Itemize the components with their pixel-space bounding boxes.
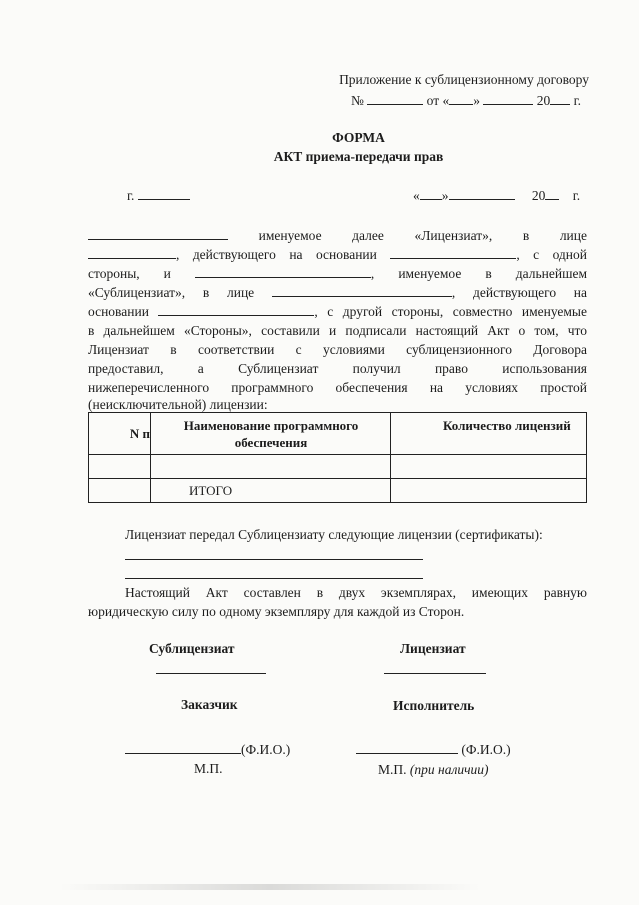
licensee-signature-line[interactable] [384,673,486,674]
body-text: , действующего на основании [176,247,377,262]
stamp-left: М.П. [194,761,223,776]
body-text: , с другой стороны, совместно именуемые [314,304,587,319]
act-year-field[interactable] [545,187,559,200]
executor-fio-field[interactable] [356,741,458,754]
closing-line-1: Настоящий Акт составлен в двух экземплярах, имеющих равную [125,585,587,600]
date-from-prefix: от « [426,93,450,108]
body-line-8: предоставил, а Сублицензиат получил право использования [88,361,587,376]
customer-label: Заказчик [181,697,238,712]
stamp-label: М.П. [378,762,407,777]
table-total-row [89,479,587,503]
scan-artifact [60,884,480,890]
body-text: , действующего на [451,285,587,300]
licensee-name-field[interactable] [88,227,228,240]
transfer-text: Лицензиат передал Сублицензиату следующие лицензии (сертификаты): [125,527,543,542]
contract-year-field[interactable] [550,92,570,105]
year-suffix: г. [573,93,582,108]
stamp-note: (при наличии) [409,762,489,777]
act-title: АКТ приема-передачи прав [273,149,444,164]
sublicensee-label: Сублицензиат [149,641,235,656]
table-header-row [89,413,587,455]
total-label: ИТОГО [151,479,391,503]
col-header-software: Наименование программного обеспечения [151,413,391,455]
date-quote-close: » [473,93,480,108]
table-cell[interactable] [151,455,391,479]
body-text: , с одной [516,247,587,262]
licensee-label: Лицензиат [400,641,466,656]
transfer-line-2[interactable] [125,578,423,579]
contract-day-field[interactable] [449,92,473,105]
act-year-suffix: г. [572,188,581,203]
contract-number-field[interactable] [367,92,423,105]
number-sign: № [351,93,364,108]
sublicensee-basis-field[interactable] [158,303,314,316]
executor-fio-line [356,741,511,758]
fio-label: (Ф.И.О.) [241,742,291,757]
licensee-representative-field[interactable] [88,246,176,259]
stamp-right [378,762,489,778]
body-line-9: нижеперечисленного программного обеспечения на условиях простой [88,380,587,395]
licensee-basis-field[interactable] [390,246,516,259]
contract-year-prefix: 20 [536,93,551,108]
table-cell[interactable] [89,479,151,503]
customer-fio-field[interactable] [125,741,241,754]
body-line-5 [88,302,587,321]
table-cell[interactable] [89,455,151,479]
col-header-number: N п [89,413,151,455]
customer-fio-line [125,741,290,758]
sublicensee-representative-field[interactable] [272,284,452,297]
body-text: стороны, и [88,266,171,281]
licenses-table [88,412,587,503]
act-date-quote-close: » [441,188,449,203]
act-date-quote-open: « [413,188,420,203]
act-day-field[interactable] [420,187,442,200]
act-year-prefix: 20 [531,188,546,203]
col-header-quantity: Количество лицензий [391,413,587,455]
transfer-line-1[interactable] [125,559,423,560]
sublicensee-name-field[interactable] [195,265,371,278]
form-title: ФОРМА [332,130,385,145]
body-line-6: в дальнейшем «Стороны», составили и подписали настоящий Акт о том, что [88,323,587,338]
table-cell[interactable] [391,479,587,503]
body-line-4 [88,283,587,302]
city-line [127,187,190,204]
body-line-7: Лицензиат в соответствии с условиями сублицензионного Договора [88,342,587,357]
sublicensee-signature-line[interactable] [156,673,266,674]
city-prefix: г. [127,188,135,203]
body-line-10: (неисключительной) лицензии: [88,397,268,412]
contract-month-field[interactable] [483,92,533,105]
table-cell[interactable] [391,455,587,479]
body-text: основании [88,304,149,319]
closing-line-2: юридическую силу по одному экземпляру для каждой из Сторон. [88,604,465,619]
executor-label: Исполнитель [393,698,475,713]
appendix-title: Приложение к сублицензионному договору [339,72,589,87]
body-text: , именуемое в дальнейшем [370,266,587,281]
body-text: именуемое далее «Лицензиат», в лице [258,228,587,243]
body-text: «Сублицензиат», в лице [88,285,255,300]
city-field[interactable] [138,187,190,200]
act-month-field[interactable] [449,187,515,200]
act-date-line [413,187,580,204]
body-line-3 [88,264,587,283]
fio-label: (Ф.И.О.) [461,742,511,757]
body-line-1 [88,226,587,245]
table-row [89,455,587,479]
contract-number-line [351,92,581,109]
body-line-2 [88,245,587,264]
